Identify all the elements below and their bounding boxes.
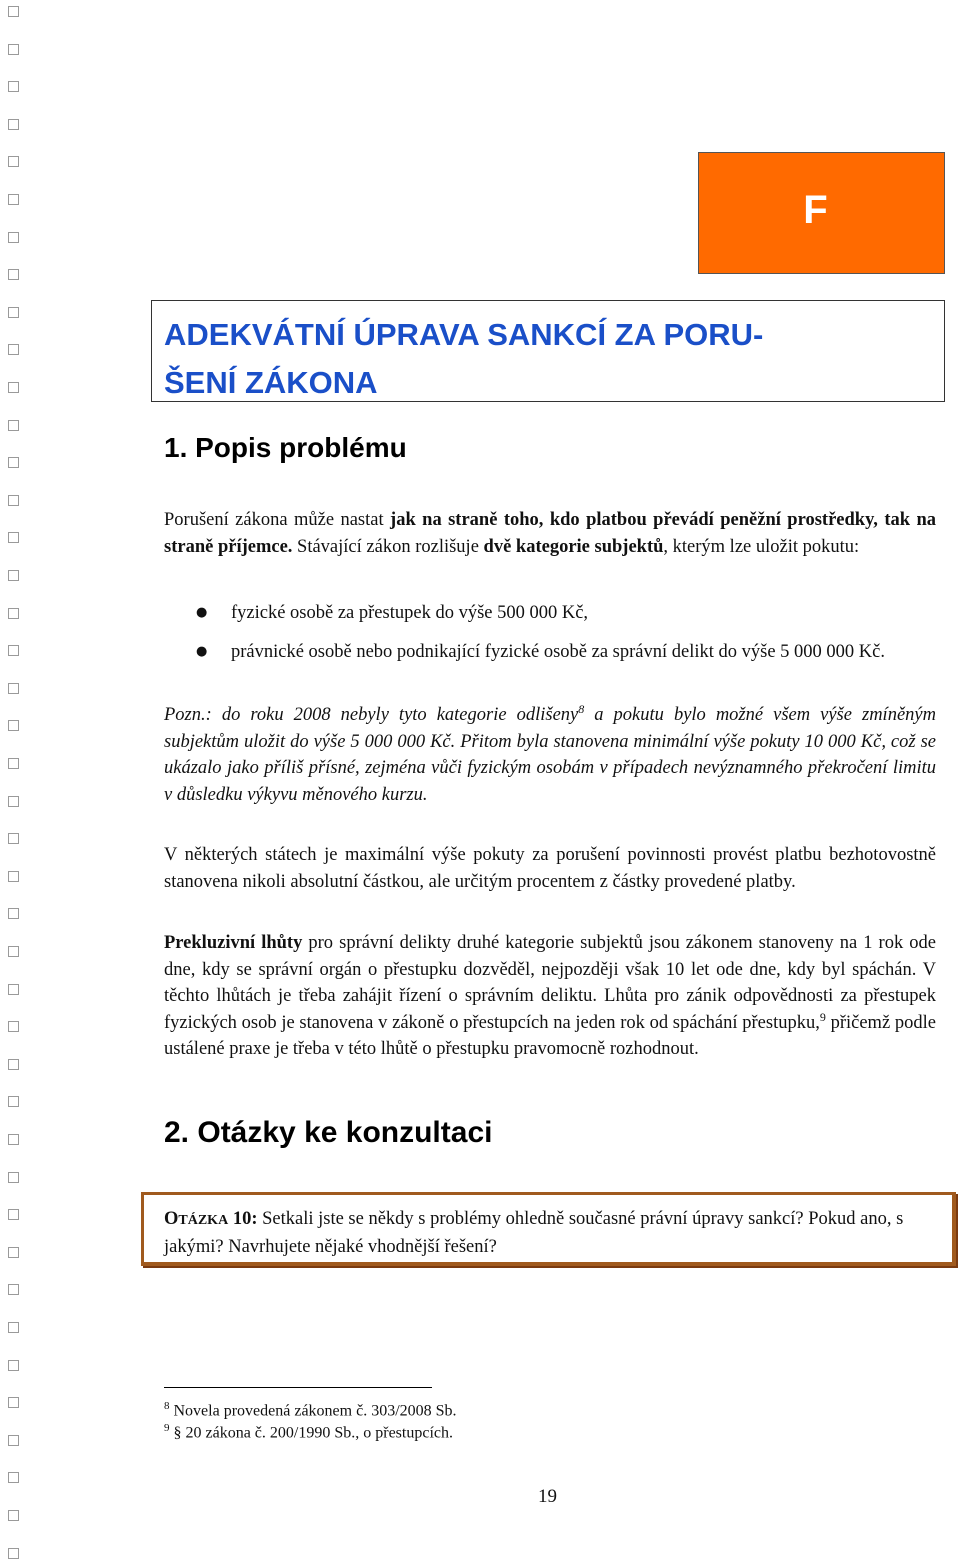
limitation-bold: Prekluzivní lhůty xyxy=(164,933,303,953)
percentage-paragraph: V některých státech je maximální výše pokuty za porušení povinnosti provést platbu bezhotovostně stanovena nikoli absolutní částkou, ale určitým procentem z částky provedené platby. xyxy=(164,845,936,892)
margin-checkbox-icon xyxy=(8,683,19,694)
margin-checkbox-icon xyxy=(8,119,19,130)
margin-checkbox-icon xyxy=(8,1059,19,1070)
margin-checkbox-icon xyxy=(8,156,19,167)
intro-bold-2: dvě kategorie subjektů xyxy=(483,536,664,557)
margin-checkbox-icon xyxy=(8,570,19,581)
margin-checkbox-icon xyxy=(8,608,19,619)
margin-checkbox-icon xyxy=(8,307,19,318)
footnote-9 xyxy=(164,1418,453,1443)
margin-checkbox-icon xyxy=(8,269,19,280)
margin-checkbox-icon xyxy=(8,1397,19,1408)
chapter-title-box xyxy=(151,300,945,402)
margin-checkbox-icon xyxy=(8,984,19,995)
margin-markers xyxy=(8,0,22,1566)
question-10 xyxy=(164,1206,944,1261)
margin-checkbox-icon xyxy=(8,1510,19,1521)
chapter-label-box xyxy=(698,152,945,274)
footnote-number: 9 xyxy=(164,1422,170,1434)
question-text: Setkali jste se někdy s problémy ohledně současné právní úpravy sankcí? Pokud ano, s jakými? Navrhujete nějaké vhodnější řešení? xyxy=(164,1209,904,1257)
margin-checkbox-icon xyxy=(8,1284,19,1295)
intro-text-1: Porušení zákona může nastat xyxy=(164,510,391,530)
margin-checkbox-icon xyxy=(8,1548,19,1559)
margin-checkbox-icon xyxy=(8,194,19,205)
margin-checkbox-icon xyxy=(8,796,19,807)
limitation-paragraph xyxy=(164,930,936,1063)
margin-checkbox-icon xyxy=(8,645,19,656)
margin-checkbox-icon xyxy=(8,908,19,919)
intro-bold-1: jak na straně toho, kdo platbou převádí peněžní prostředky, tak na straně příjemce. xyxy=(164,510,936,557)
note-text-2: a pokutu bylo možné všem výše zmíněným subjektům uložit do výše 5 000 000 Kč. Přitom byla stanovena minimální výše pokuty 10 000 Kč, což se ukázalo jako příliš přísné, zejména vůči fyzickým osobám v případech nevýznamného překročení limitu v důsledku výkyvu měnového kurzu. xyxy=(164,705,936,805)
bullet-icon: ● xyxy=(196,605,208,620)
section-1-heading: 1. Popis problému xyxy=(164,432,407,463)
margin-checkbox-icon xyxy=(8,457,19,468)
page-number: 19 xyxy=(538,1486,557,1507)
margin-checkbox-icon xyxy=(8,1247,19,1258)
margin-checkbox-icon xyxy=(8,1360,19,1371)
question-label-number: 10: xyxy=(228,1209,258,1229)
margin-checkbox-icon xyxy=(8,382,19,393)
question-label xyxy=(164,1209,257,1229)
question-label-rest: TÁZKA xyxy=(178,1213,229,1228)
list-item-text: právnické osobě nebo podnikající fyzické osobě za správní delikt do výše 5 000 000 Kč. xyxy=(231,641,886,662)
margin-checkbox-icon xyxy=(8,1021,19,1032)
limitation-text-2: přičemž podle ustálené praxe je třeba v této lhůtě o přestupku pravomocně rozhodnout. xyxy=(164,1012,936,1059)
margin-checkbox-icon xyxy=(8,420,19,431)
list-item-text: fyzické osobě za přestupek do výše 500 000 Kč, xyxy=(231,603,589,623)
margin-checkbox-icon xyxy=(8,1134,19,1145)
margin-checkbox-icon xyxy=(8,720,19,731)
chapter-title: ADEKVÁTNÍ ÚPRAVA SANKCÍ ZA PORU- ŠENÍ ZÁKONA xyxy=(164,317,764,400)
list-item xyxy=(164,639,936,666)
list-item xyxy=(164,600,936,627)
footnote-text: Novela provedená zákonem č. 303/2008 Sb. xyxy=(169,1402,457,1420)
intro-paragraph xyxy=(164,507,936,560)
footnote-number: 8 xyxy=(164,1400,170,1412)
margin-checkbox-icon xyxy=(8,871,19,882)
subject-list xyxy=(164,600,936,665)
margin-checkbox-icon xyxy=(8,1209,19,1220)
intro-text-3: , kterým lze uložit pokutu: xyxy=(663,536,860,557)
intro-text-2: Stávající zákon rozlišuje xyxy=(292,536,484,557)
bullet-icon: ● xyxy=(196,643,208,659)
section-2-heading: 2. Otázky ke konzultaci xyxy=(164,1116,493,1149)
margin-checkbox-icon xyxy=(8,6,19,17)
footnote-ref-8[interactable]: 8 xyxy=(578,701,585,716)
note-paragraph xyxy=(164,702,936,808)
footnote-text: § 20 zákona č. 200/1990 Sb., o přestupcích. xyxy=(169,1424,453,1442)
margin-checkbox-icon xyxy=(8,758,19,769)
margin-checkbox-icon xyxy=(8,1435,19,1446)
margin-checkbox-icon xyxy=(8,1322,19,1333)
margin-checkbox-icon xyxy=(8,946,19,957)
margin-checkbox-icon xyxy=(8,495,19,506)
margin-checkbox-icon xyxy=(8,833,19,844)
margin-checkbox-icon xyxy=(8,344,19,355)
chapter-letter: F xyxy=(803,187,828,232)
question-box xyxy=(141,1192,956,1266)
note-text-1: Pozn.: do roku 2008 nebyly tyto kategorie odlišeny xyxy=(164,705,579,725)
margin-checkbox-icon xyxy=(8,81,19,92)
margin-checkbox-icon xyxy=(8,232,19,243)
margin-checkbox-icon xyxy=(8,1472,19,1483)
margin-checkbox-icon xyxy=(8,1172,19,1183)
footnote-separator xyxy=(164,1387,432,1388)
margin-checkbox-icon xyxy=(8,1096,19,1107)
footnote-ref-9[interactable]: 9 xyxy=(819,1009,826,1024)
question-label-initial: O xyxy=(164,1209,179,1229)
margin-checkbox-icon xyxy=(8,532,19,543)
margin-checkbox-icon xyxy=(8,44,19,55)
limitation-text-1: pro správní delikty druhé kategorie subjektů jsou zákonem stanoveny na 1 rok ode dne, kdy se správní orgán o přestupku dozvěděl, nejpozději však 10 let ode dne, kdy byl spáchán. V těchto lhůtách je třeba zahájit řízení o správním deliktu. Lhůta pro zánik odpovědnosti za přestupek fyzických osob je stanovena v zákoně o přestupcích na jeden rok od spáchání přestupku, xyxy=(164,933,936,1033)
